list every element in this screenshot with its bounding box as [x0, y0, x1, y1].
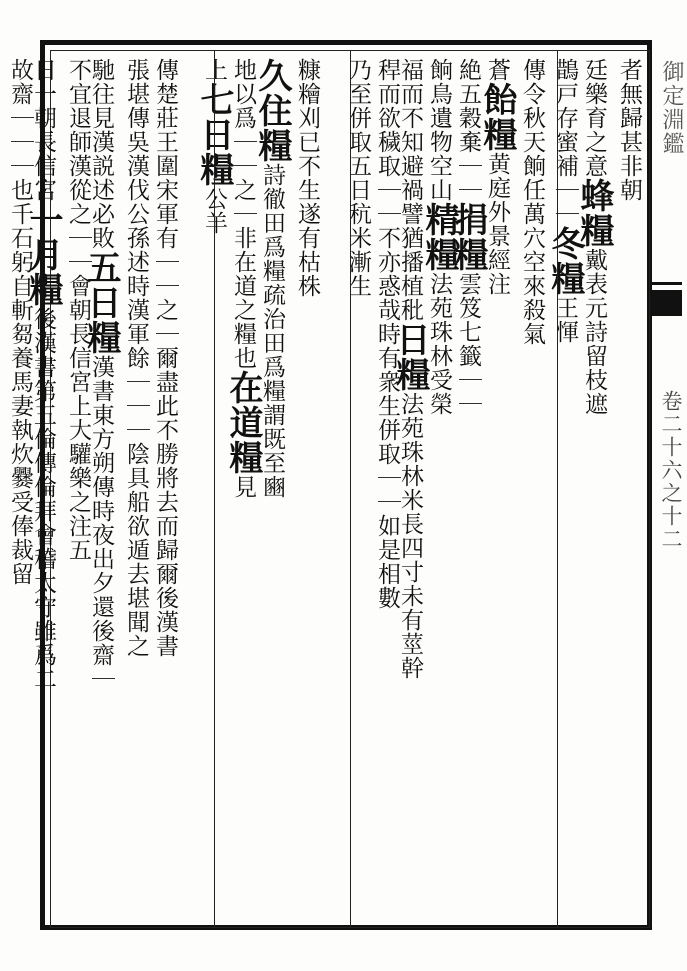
commentary-text: 公羊 [201, 187, 227, 235]
commentary-text: 糠糩刈已不生遂有枯株 [294, 58, 320, 298]
entry-headword: 捐糧 [448, 202, 488, 272]
commentary-text: 者無歸甚非朝 [616, 58, 642, 202]
text-column [81, 58, 121, 691]
commentary-text: 鵲戸存蜜補｜｜ [552, 58, 578, 226]
commentary-text: 蒼 [484, 58, 510, 82]
text-column [223, 58, 263, 499]
text-column [340, 58, 369, 298]
text-column [60, 58, 89, 562]
commentary-text: 法苑珠林受榮 [426, 272, 452, 416]
column-divider [557, 50, 558, 928]
text-column [118, 58, 147, 658]
text-column [448, 58, 488, 416]
commentary-text: 王惲 [552, 296, 578, 344]
commentary-text: 戴表元詩留枝遮 [581, 248, 607, 416]
text-column [574, 58, 614, 416]
commentary-text: 黄庭外景經注 [484, 152, 510, 296]
commentary-text: 詩徹田爲糧疏治田爲糧謂既至豳 [259, 163, 285, 499]
text-column [23, 58, 63, 691]
margin-leaf-number: 卷二十六之十二 [659, 390, 683, 551]
commentary-text: 法苑珠林米長四寸未有莖幹 [397, 392, 423, 680]
text-column [419, 58, 459, 416]
entry-headword: 五日糧 [81, 250, 121, 355]
text-column [514, 58, 543, 346]
commentary-text: 地以爲｜｜之｜非在道之糧也 [230, 58, 256, 370]
entry-headword: 一月糧 [23, 202, 63, 307]
entry-headword: 冬糧 [545, 226, 585, 296]
commentary-text: 見 [230, 475, 256, 499]
commentary-text: 乃至併取五日秔米漸生 [345, 58, 371, 298]
text-column [477, 58, 517, 296]
commentary-text: 傳令秋天餉任萬穴空來殺氣 [519, 58, 545, 346]
text-column [390, 58, 430, 680]
text-column [369, 58, 398, 610]
text-column [289, 58, 318, 298]
commentary-text: 故齋｜｜｜也 [7, 58, 33, 202]
text-column [2, 58, 31, 586]
commentary-text: 時有衆生併取｜｜如是相數 [374, 322, 400, 610]
commentary-text: 稈而欲穢取｜｜不亦惑哉 [374, 58, 400, 322]
margin-book-title: 御定淵鑑 [659, 60, 684, 156]
entry-headword: 七日糧 [194, 82, 234, 187]
text-column [252, 58, 292, 499]
text-column [611, 58, 640, 202]
text-column [147, 58, 176, 658]
commentary-text: 餉鳥遺物空山 [426, 58, 452, 202]
entry-headword: 蜂糧 [574, 178, 614, 248]
commentary-text: 漢書東方朔傳時夜出夕還後齋｜ [88, 355, 114, 691]
column-divider [350, 50, 351, 928]
column-divider [214, 50, 215, 928]
entry-headword: 飴糧 [477, 82, 517, 152]
commentary-text: 日一朝長信宮 [30, 58, 56, 202]
commentary-text: 馳往見漢説述必敗 [88, 58, 114, 250]
commentary-text: 不宜退師漢從之 [65, 58, 91, 226]
entry-headword: 精糧 [419, 202, 459, 272]
entry-headword: 日糧 [390, 322, 430, 392]
commentary-text: 千石躬自斬芻養馬妻執炊爨受俸裁留 [7, 202, 33, 586]
fishtail-mark [652, 290, 682, 316]
commentary-text: 絶五穀棄｜｜ [455, 58, 481, 202]
commentary-text: 張堪傳吳漢伐公孫述時漢軍餘｜｜｜陰具船欲遁去堪聞之 [123, 58, 149, 658]
commentary-text: 後漢書第五倫傳倫拜會稽太守雖爲二 [30, 307, 56, 691]
entry-headword: 久住糧 [252, 58, 292, 163]
commentary-text: 上 [201, 58, 227, 82]
entry-headword: 在道糧 [223, 370, 263, 475]
commentary-text: ｜｜會朝長信宮上大驩樂之注五 [65, 226, 91, 562]
commentary-text: 廷樂育之意 [581, 58, 607, 178]
commentary-text: 傳楚莊王圍宋軍有｜｜之｜爾盡此不勝將去而歸爾後漢書 [152, 58, 178, 658]
fishtail-rule [652, 282, 682, 285]
commentary-text: 雲笈七籤｜｜ [455, 272, 481, 416]
commentary-text: 福而不知避禍譬猶播植秕 [397, 58, 423, 322]
text-column [194, 58, 234, 235]
